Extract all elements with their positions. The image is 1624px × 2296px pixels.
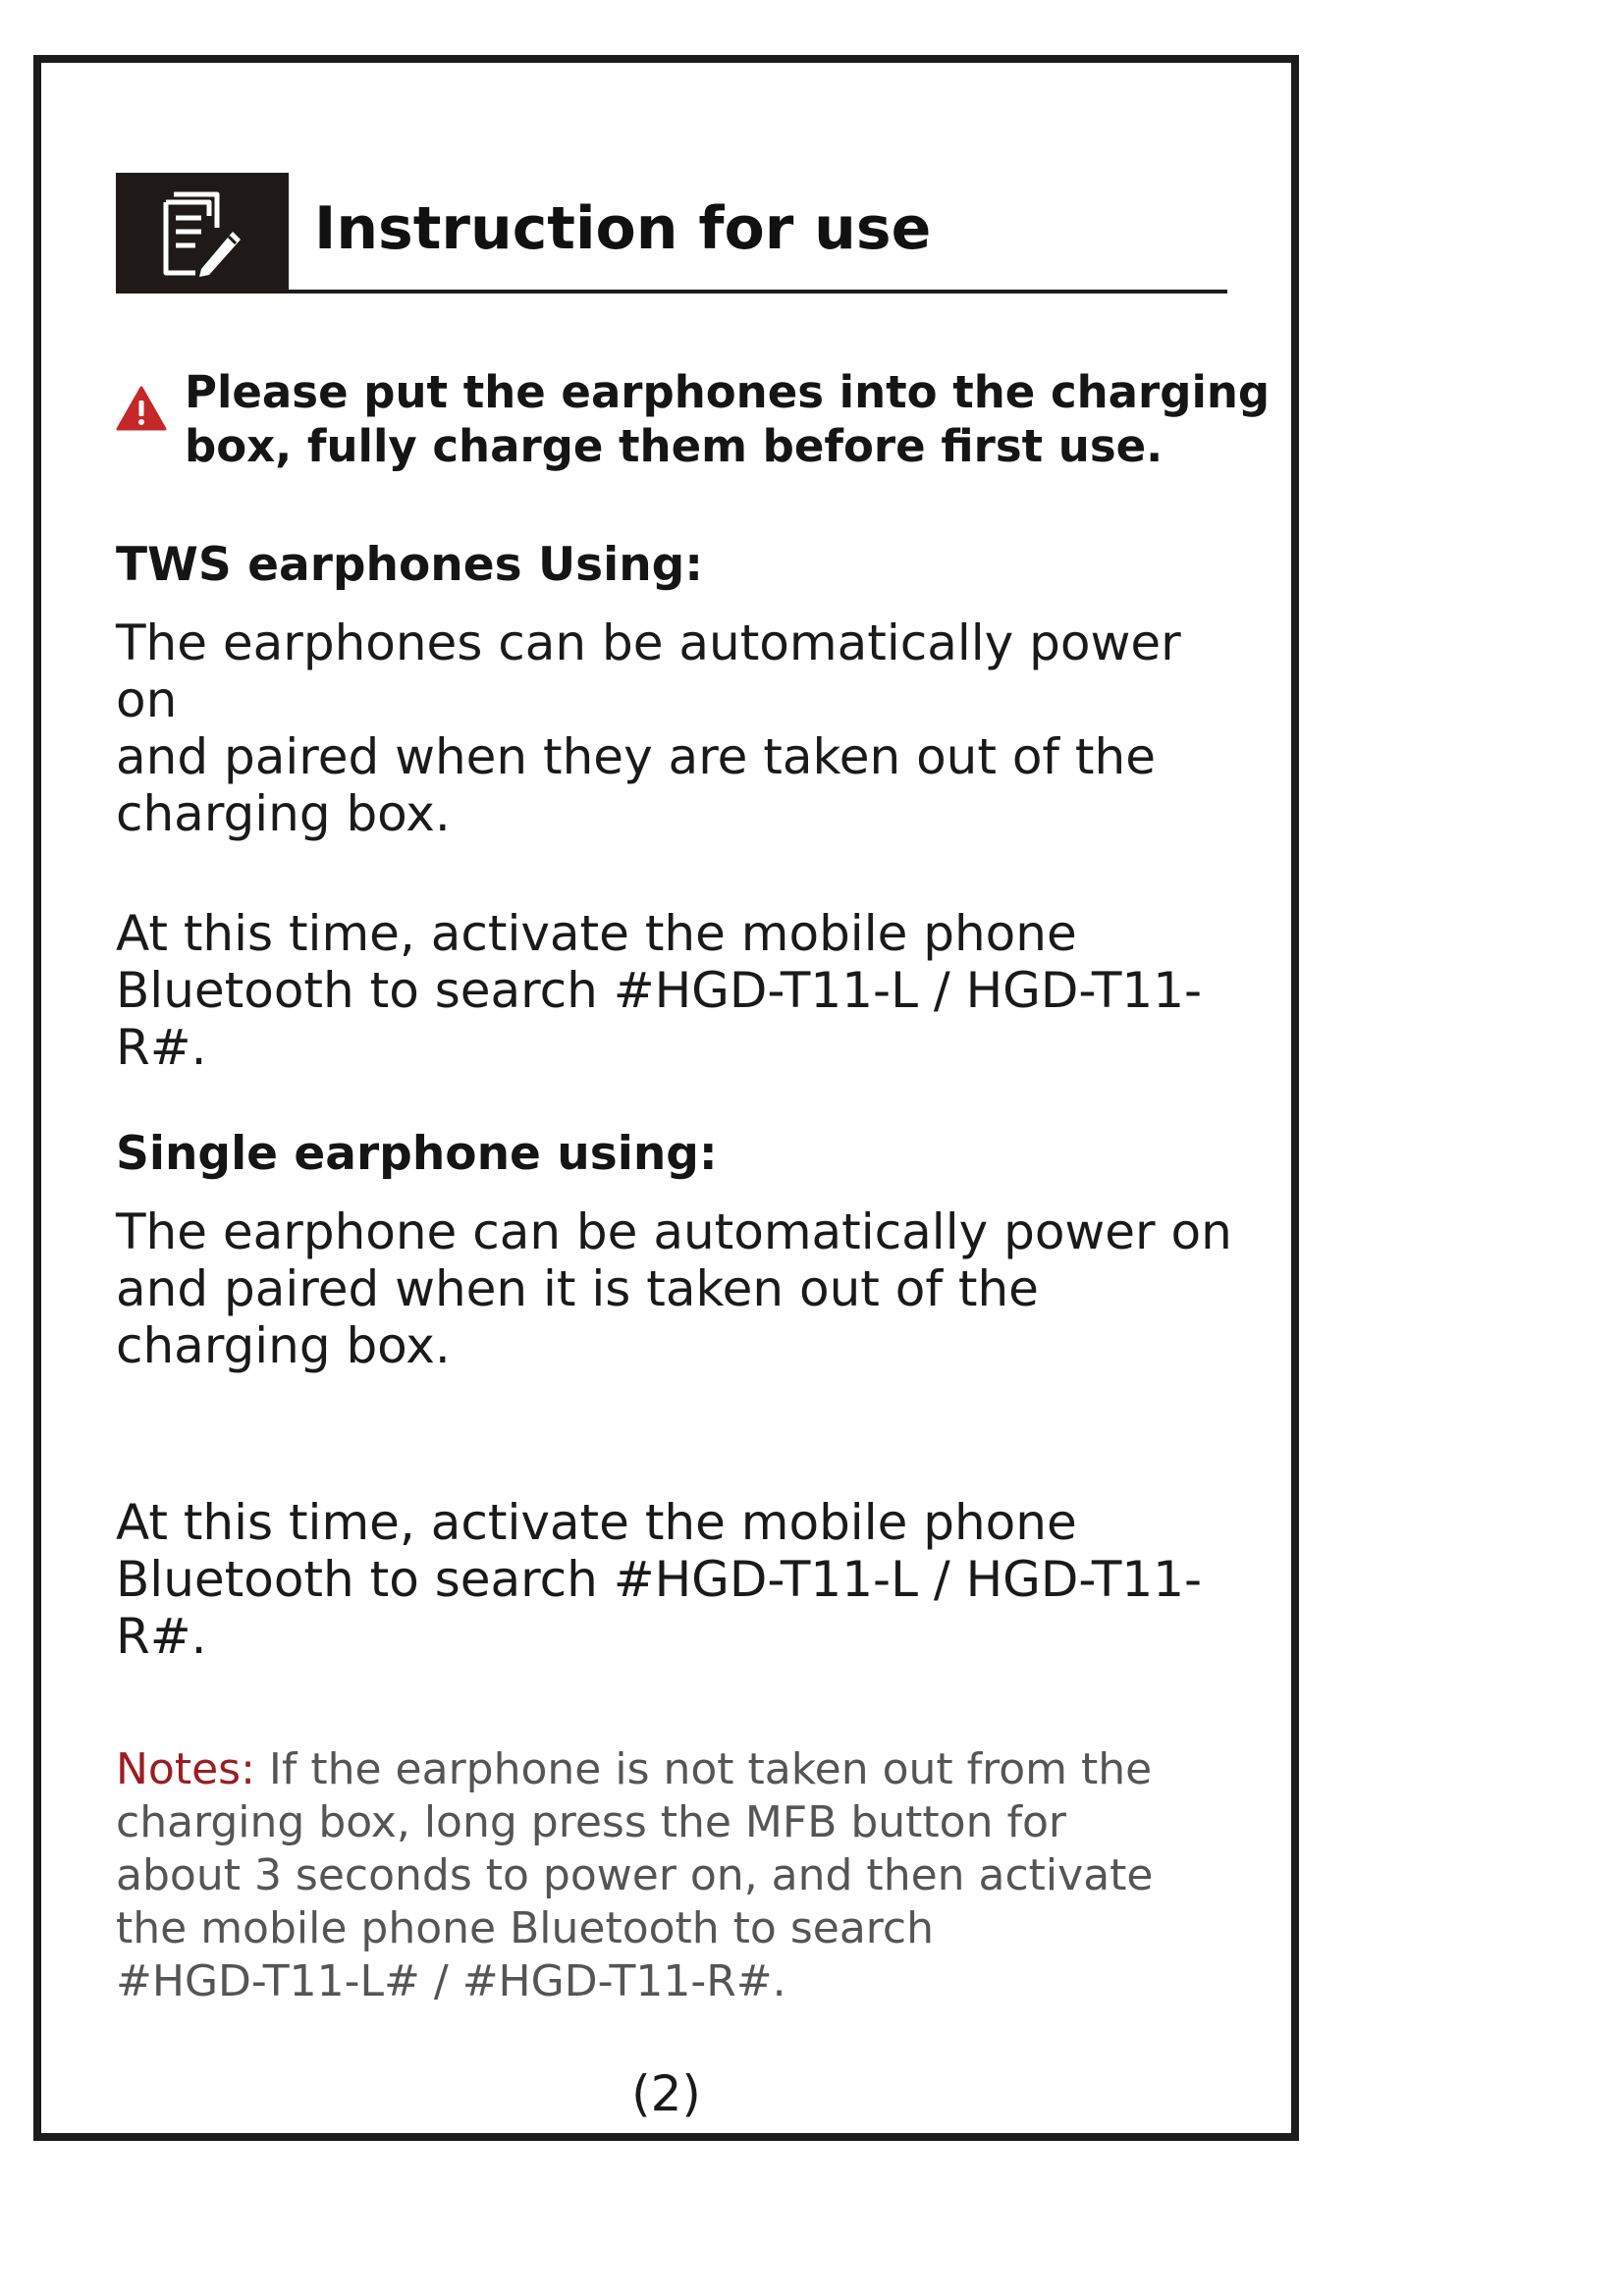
warning-message: Please put the earphones into the charging box, fully charge them before first use.	[185, 366, 1271, 472]
notes-text: If the earphone is not taken out from the charging box, long press the MFB button for about 3 seconds to power on, and then activate the mobile phone Bluetooth to search #HGD-T11-L# / #HGD-T11-R#.	[116, 1744, 1154, 2006]
single-paragraph-2: At this time, activate the mobile phone Bluetooth to search #HGD-T11-L / HGD-T11-R#.	[116, 1494, 1203, 1665]
page-title: Instruction for use	[314, 194, 932, 263]
warning-triangle-icon	[116, 385, 167, 432]
single-heading: Single earphone using:	[116, 1127, 718, 1181]
title-underline	[289, 290, 1227, 294]
document-edit-icon	[160, 188, 244, 279]
header-icon-box	[116, 173, 289, 294]
tws-paragraph-1: The earphones can be automatically power on and paired when they are taken out of the charging box.	[116, 614, 1181, 842]
single-paragraph-1: The earphone can be automatically power on and paired when it is taken out of the charging box.	[116, 1203, 1232, 1374]
notes-label: Notes:	[116, 1744, 255, 1794]
tws-heading: TWS earphones Using:	[116, 538, 704, 592]
tws-paragraph-2: At this time, activate the mobile phone Bluetooth to search #HGD-T11-L / HGD-T11-R#.	[116, 905, 1203, 1076]
page-number: (2)	[631, 2065, 701, 2122]
notes-block	[116, 1743, 1245, 2008]
